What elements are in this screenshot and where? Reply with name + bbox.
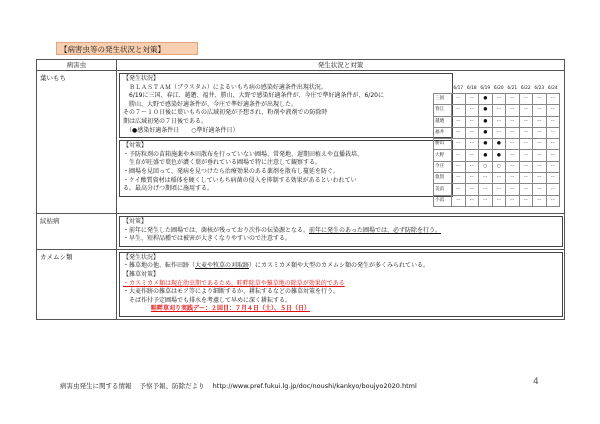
infection-mark: ー — [465, 105, 479, 116]
infection-mark: ー — [533, 105, 547, 116]
infection-condition-table — [433, 85, 560, 207]
stink-bug-text: ）にカスミカメ類や大型のカメムシ類の発生が多くみられている。 — [249, 262, 430, 270]
infection-mark: ー — [519, 150, 533, 161]
infection-mark: ー — [546, 94, 560, 105]
sheath-blight-line: ・早生、短稈品種では被害が大きくなりやすいので注意する。 — [123, 235, 292, 243]
infection-mark: ○ — [492, 161, 506, 172]
header-pest: 病害虫 — [37, 60, 117, 71]
infection-mark: ー — [479, 184, 493, 195]
stink-bug-status-line — [123, 262, 559, 271]
stink-bug-emphasis: 大麦や牧草の刈取跡 — [195, 262, 250, 270]
infection-mark: ー — [506, 127, 520, 138]
infection-mark: ● — [479, 116, 493, 127]
infection-mark: ー — [465, 94, 479, 105]
place-label: 三国 — [434, 94, 452, 105]
stink-bug-text: ・雑草地の他、転作田跡（ — [123, 262, 196, 270]
infection-mark: ー — [519, 105, 533, 116]
infection-mark: ー — [519, 195, 533, 206]
table-header-row — [37, 60, 565, 71]
infection-row — [434, 173, 560, 184]
infection-mark: ー — [533, 94, 547, 105]
weed-measures-red-line: ・カスミカメ類は現在幼虫期であるため、畦畔除草や雑草地の除草が効果的である — [123, 279, 345, 287]
infection-mark: ー — [492, 94, 506, 105]
infection-mark: ー — [479, 195, 493, 206]
stink-bug-box — [119, 252, 563, 317]
sheath-blight-line-text: ・前年に発生した圃場では、菌核が残っており次作の伝染源となる。 — [123, 226, 310, 234]
infection-mark: ー — [546, 150, 560, 161]
infection-mark: ー — [533, 116, 547, 127]
infection-mark: ー — [492, 105, 506, 116]
infection-mark: ー — [465, 139, 479, 150]
mowing-day-notice: 畦畔草刈り実践デー：２回目：７月４日（土）、５日（日） — [151, 305, 311, 313]
page-number: 4 — [533, 377, 539, 387]
pest-name-stink-bug: カメムシ類 — [37, 249, 117, 319]
place-label: 福井 — [434, 127, 452, 138]
infection-mark: ー — [519, 127, 533, 138]
infection-mark: ー — [452, 139, 466, 150]
infection-mark: ー — [519, 116, 533, 127]
rice-blast-status-line: ＢＬＡＳＴＡＭ（ブラスタム）によるいもち病の感染好適条件出現状況。 — [123, 83, 327, 91]
rice-blast-measures-box — [119, 140, 453, 197]
infection-mark: ● — [479, 127, 493, 138]
infection-mark: ー — [546, 184, 560, 195]
footer-url[interactable]: http://www.pref.fukui.lg.jp/doc/noushi/kankyo/boujyo2020.html — [212, 382, 417, 390]
weed-measures-heading: 【雑草対策】 — [123, 270, 160, 278]
place-label: 小浜 — [434, 195, 452, 206]
infection-mark: ー — [492, 195, 506, 206]
stink-bug-status-heading: 【発生状況】 — [123, 253, 160, 261]
sheath-blight-details — [117, 214, 565, 250]
date-cell: 6/21 — [507, 86, 518, 91]
infection-mark: ー — [519, 161, 533, 172]
infection-mark: ー — [506, 139, 520, 150]
rice-blast-status-box — [119, 73, 453, 138]
place-label: 今庄 — [434, 161, 452, 172]
infection-row — [434, 195, 560, 206]
infection-mark: ー — [492, 116, 506, 127]
rice-blast-status-line: 期は広域初発の７日後である。 — [123, 117, 208, 125]
infection-mark: ー — [452, 161, 466, 172]
infection-mark: ー — [452, 195, 466, 206]
place-label: 越廼 — [434, 116, 452, 127]
infection-mark: ー — [465, 184, 479, 195]
infection-mark: ー — [533, 161, 547, 172]
infection-mark: ー — [492, 184, 506, 195]
infection-mark: ー — [519, 184, 533, 195]
infection-mark: ー — [546, 195, 560, 206]
infection-mark: ー — [546, 127, 560, 138]
sheath-blight-measures-box — [119, 216, 563, 247]
place-label: 春江 — [434, 105, 452, 116]
infection-mark: ー — [506, 195, 520, 206]
infection-mark: ー — [546, 161, 560, 172]
infection-row — [434, 127, 560, 138]
footer — [60, 381, 423, 390]
infection-mark: ー — [506, 105, 520, 116]
date-cell: 6/23 — [534, 86, 545, 91]
section-title: 【病害虫等の発生状況と対策】 — [56, 42, 198, 55]
row-sheath-blight — [37, 214, 565, 250]
infection-mark: ー — [506, 184, 520, 195]
rice-blast-measures-line: る。最高分げつ期頃に施用する。 — [123, 185, 214, 193]
infection-mark: ー — [452, 116, 466, 127]
header-status: 発生状況と対策 — [117, 60, 565, 71]
rice-blast-status-line: 勝山、大野で感染好適条件が、今庄で準好適条件が出現した。 — [123, 100, 298, 108]
infection-mark: ー — [533, 184, 547, 195]
infection-mark: ー — [546, 116, 560, 127]
sheath-blight-heading: 【対策】 — [123, 218, 148, 225]
infection-mark: ー — [506, 161, 520, 172]
place-label: 大野 — [434, 150, 452, 161]
infection-mark: ー — [452, 127, 466, 138]
infection-mark: ● — [479, 105, 493, 116]
infection-mark: ー — [465, 173, 479, 184]
infection-row — [434, 184, 560, 195]
infection-row — [434, 94, 560, 105]
rice-blast-measures-line: ・ケイ酸質資材は稲体を硬くしていもち病菌の侵入を抑制する効果があるといわれてい — [123, 176, 357, 184]
date-cell: 6/17 — [453, 86, 464, 91]
rice-blast-measures-line: 生育が旺盛で葉色が濃く葉が垂れている圃場で特に注意して観察する。 — [123, 159, 322, 167]
place-label: 美浜 — [434, 184, 452, 195]
pest-name-rice-blast: 葉いもち — [37, 71, 117, 214]
rice-blast-measures-line: ・圃場を見回って、発病を見つけたら治療効果のある薬剤を散布し蔓延を防ぐ。 — [123, 167, 339, 175]
infection-mark: ー — [519, 94, 533, 105]
row-stink-bug — [37, 249, 565, 319]
date-cell: 6/24 — [547, 86, 558, 91]
date-cell: 6/22 — [520, 86, 531, 91]
infection-row — [434, 161, 560, 172]
rice-blast-status-line: （●感染好適条件日 ○準好適条件日） — [123, 126, 239, 134]
infection-mark: ー — [506, 150, 520, 161]
infection-row — [434, 105, 560, 116]
infection-mark: ○ — [479, 161, 493, 172]
place-label: 勝山 — [434, 139, 452, 150]
infection-mark: ● — [479, 94, 493, 105]
row-rice-blast — [37, 71, 565, 214]
infection-mark: ー — [465, 127, 479, 138]
infection-mark: ー — [546, 173, 560, 184]
footer-title: 病害虫発生に関する情報 — [60, 382, 132, 390]
date-cell: 6/20 — [493, 86, 504, 91]
infection-mark: ● — [492, 139, 506, 150]
rice-blast-measures-line: ・予防粒剤の苗箱施薬や本田散布を行っていない圃場、常発地、遅期田植えや直播栽培、 — [123, 150, 364, 158]
infection-mark: ー — [465, 150, 479, 161]
sheath-blight-line — [123, 227, 559, 236]
infection-mark: ー — [506, 94, 520, 105]
rice-blast-details — [117, 71, 565, 214]
infection-mark: ー — [492, 127, 506, 138]
place-label: 敦賀 — [434, 173, 452, 184]
infection-mark: ー — [533, 173, 547, 184]
infection-mark: ー — [452, 173, 466, 184]
infection-mark: ● — [479, 150, 493, 161]
rice-blast-status-line: その７～１０日後に葉いもちの広域初発が予想され、粉剤や液剤での防除時 — [123, 109, 328, 117]
infection-mark: ● — [492, 150, 506, 161]
infection-row — [434, 139, 560, 150]
infection-mark: ー — [465, 161, 479, 172]
sheath-blight-emphasis: 前年に発生のあった圃場では、必ず防除を行う。 — [309, 226, 441, 234]
infection-mark: ー — [506, 173, 520, 184]
date-cell: 6/18 — [466, 86, 477, 91]
footer-series: 予察予報、防除だより — [139, 382, 205, 390]
infection-row — [434, 150, 560, 161]
infection-mark: ー — [506, 116, 520, 127]
pest-status-table — [36, 59, 565, 320]
infection-mark: ー — [533, 127, 547, 138]
infection-row — [434, 116, 560, 127]
rice-blast-status-line: 6/19に三国、春江、越廼、福井、勝山、大野で感染好適条件が、今庄で準好適条件が、6/20に — [123, 92, 384, 100]
infection-mark: ー — [546, 139, 560, 150]
infection-mark: ー — [465, 195, 479, 206]
infection-dates-row — [434, 85, 560, 94]
infection-mark: ー — [452, 105, 466, 116]
infection-mark: ー — [452, 184, 466, 195]
infection-mark: ー — [519, 139, 533, 150]
date-cell: 6/19 — [480, 86, 491, 91]
infection-mark: ー — [452, 94, 466, 105]
infection-mark: ー — [533, 150, 547, 161]
infection-mark: ー — [533, 195, 547, 206]
infection-table-body — [434, 94, 560, 207]
infection-mark: ー — [519, 173, 533, 184]
infection-mark: ー — [479, 173, 493, 184]
infection-mark: ー — [465, 116, 479, 127]
weed-measures-line: ・大麦作跡の雑草はモア等により細断するか、耕耘するなどの雑草対策を行う。 — [123, 288, 340, 296]
infection-mark: ー — [533, 139, 547, 150]
rice-blast-measures-heading: 【対策】 — [123, 142, 148, 150]
stink-bug-details — [117, 249, 565, 319]
weed-measures-line: そば作付予定圃場でも排水を考慮して早めに深く耕耘する。 — [123, 296, 292, 304]
infection-mark: ー — [452, 150, 466, 161]
infection-mark: ー — [546, 105, 560, 116]
rice-blast-status-heading: 【発生状況】 — [123, 75, 160, 82]
infection-mark: ー — [492, 173, 506, 184]
infection-mark: ● — [479, 139, 493, 150]
pest-name-sheath-blight: 紋枯病 — [37, 214, 117, 250]
